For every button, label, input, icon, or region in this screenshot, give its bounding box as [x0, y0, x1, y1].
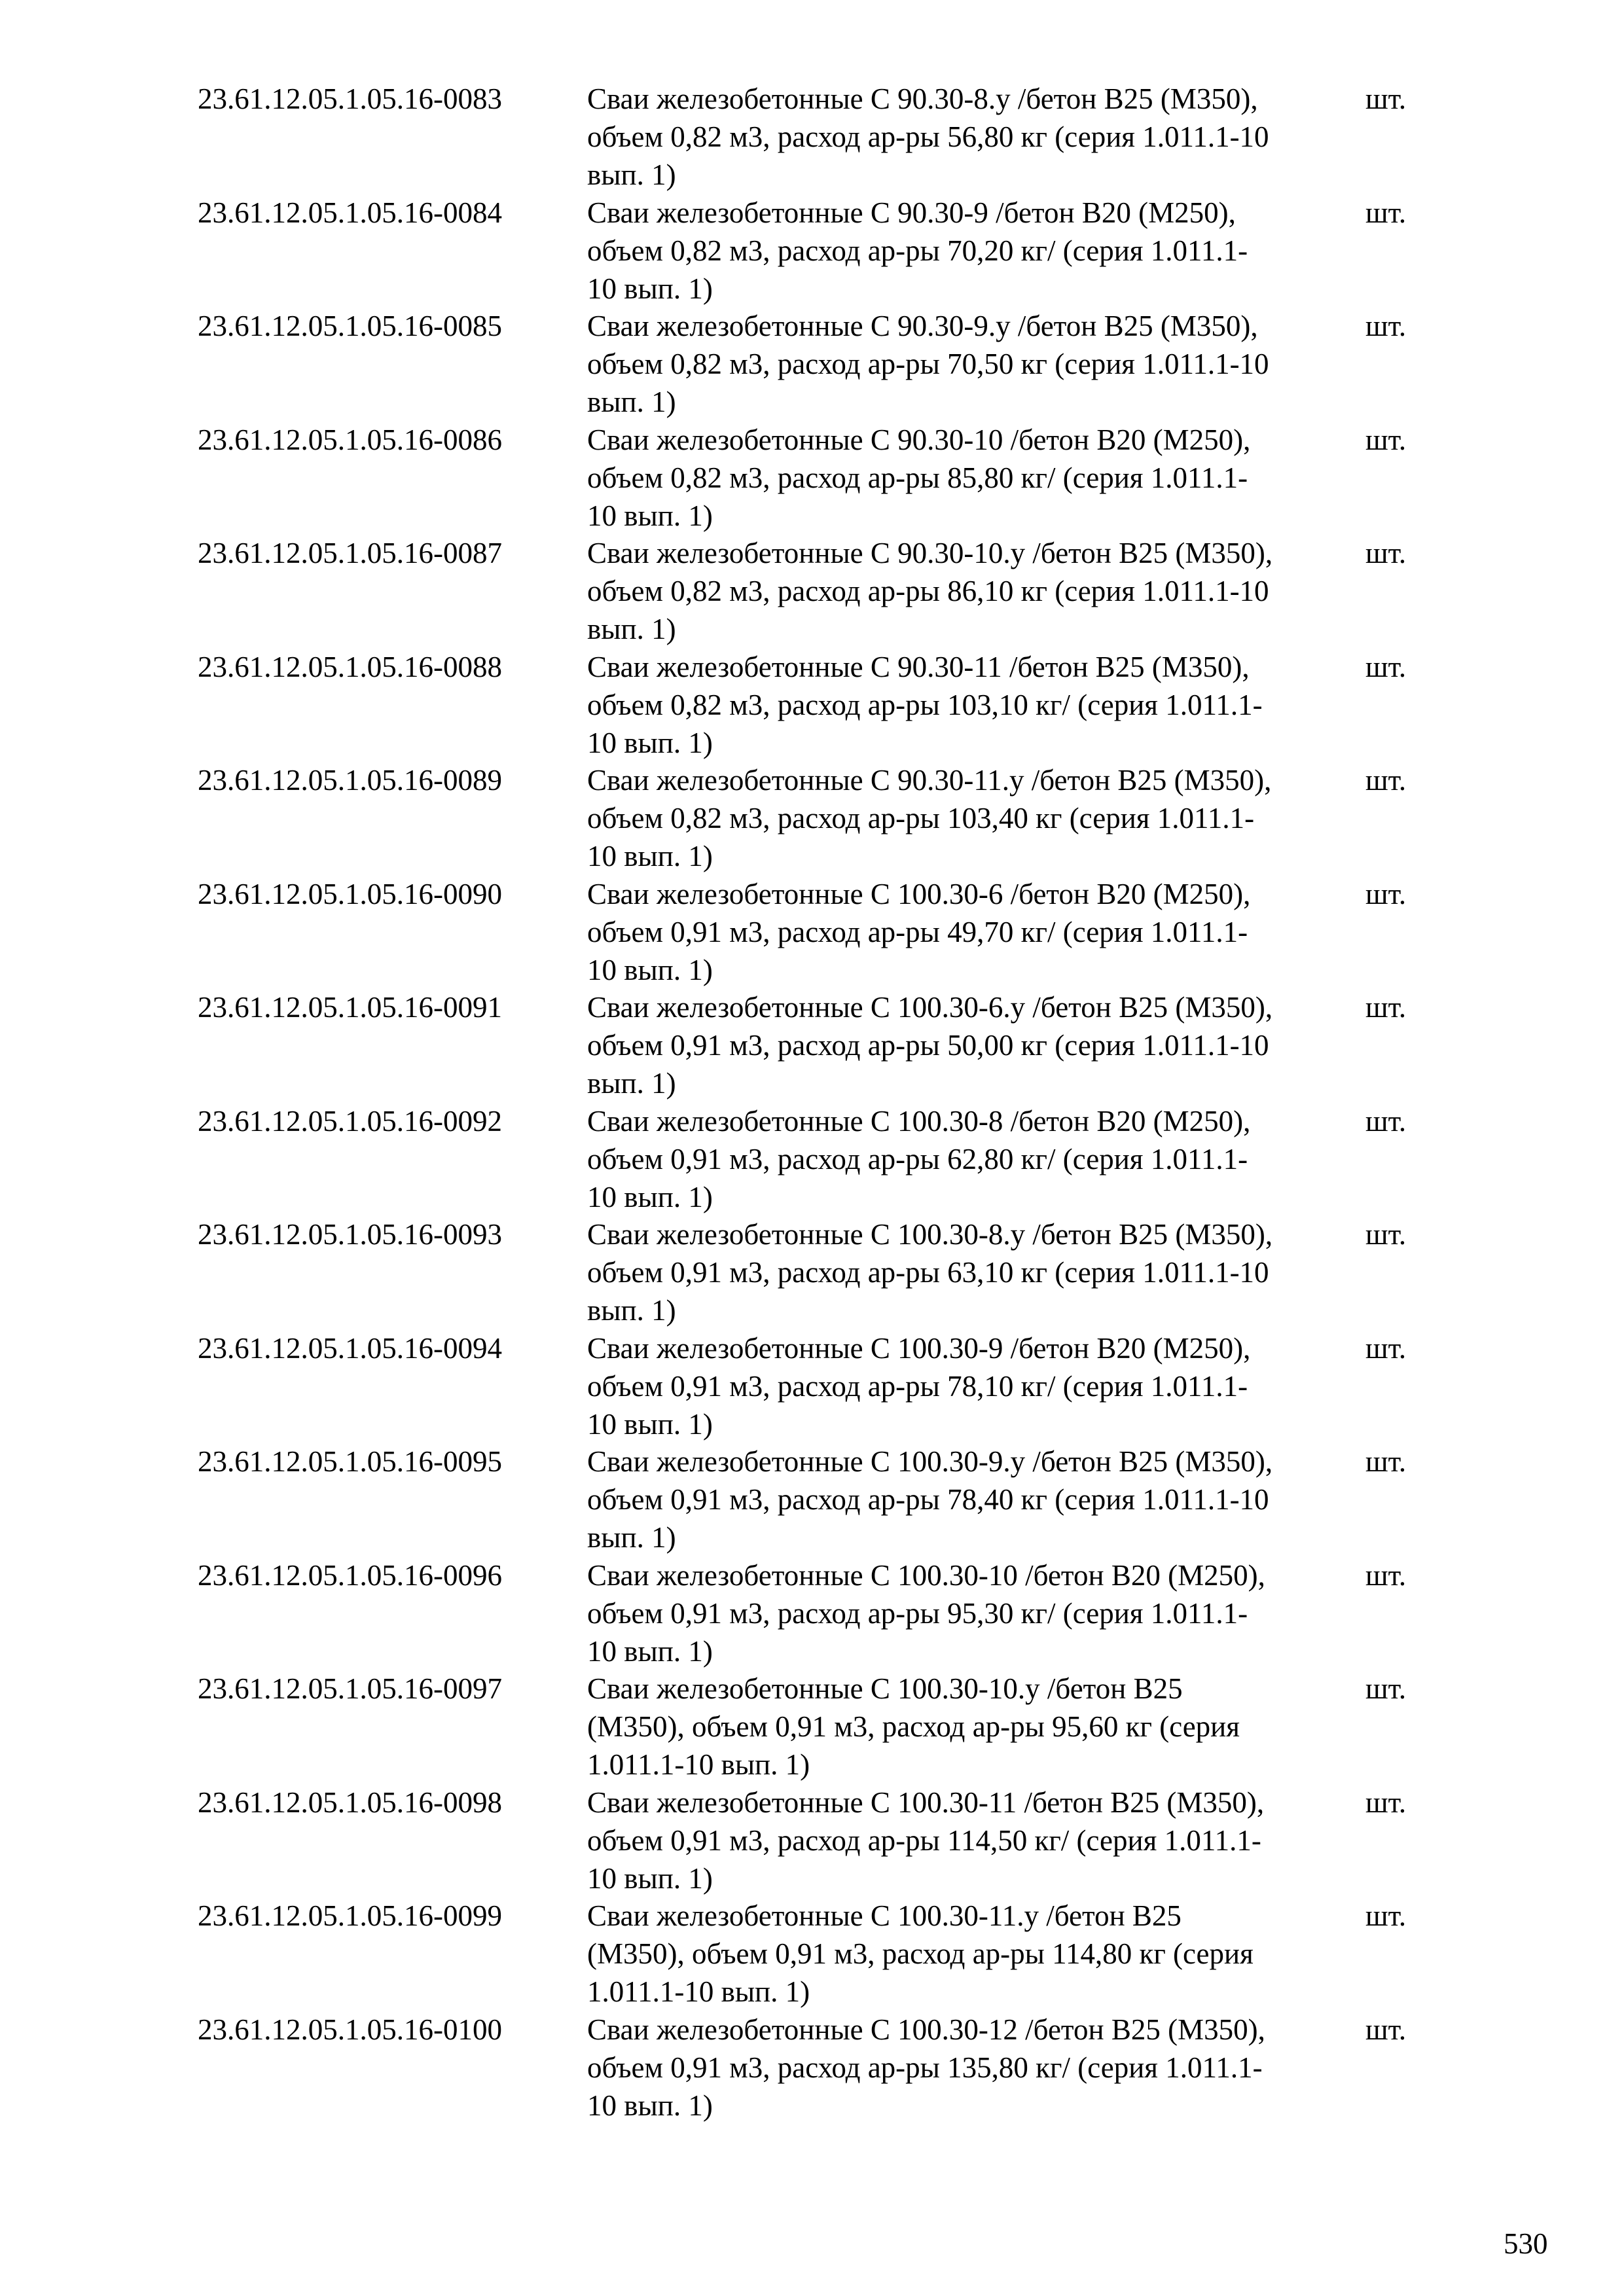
- description-line: объем 0,91 м3, расход ар-ры 135,80 кг/ (серия 1.011.1-: [587, 2051, 1263, 2084]
- description-line: (М350), объем 0,91 м3, расход ар-ры 95,60 кг (серия: [587, 1710, 1240, 1743]
- item-description: [587, 875, 1379, 989]
- description-line: объем 0,91 м3, расход ар-ры 62,80 кг/ (серия 1.011.1-: [587, 1142, 1248, 1175]
- description-line: 1.011.1-10 вып. 1): [587, 1975, 810, 2008]
- item-unit: шт.: [1365, 1785, 1407, 1819]
- description-line: Сваи железобетонные С 90.30-9.у /бетон B25 (М350),: [587, 310, 1258, 342]
- item-code: 23.61.12.05.1.05.16-0098: [198, 1785, 502, 1819]
- item-description: [587, 988, 1379, 1102]
- description-line: объем 0,91 м3, расход ар-ры 63,10 кг (серия 1.011.1-10: [587, 1256, 1269, 1289]
- table-row: [0, 755, 1624, 872]
- table-row: [0, 187, 1624, 305]
- table-row: [0, 1436, 1624, 1554]
- item-description: [587, 307, 1379, 421]
- description-line: (М350), объем 0,91 м3, расход ар-ры 114,80 кг (серия: [587, 1937, 1254, 1970]
- item-description: [587, 534, 1379, 648]
- description-line: 10 вып. 1): [587, 953, 713, 986]
- table-row: [0, 869, 1624, 986]
- table-row: [0, 1323, 1624, 1441]
- description-line: 1.011.1-10 вып. 1): [587, 1748, 810, 1781]
- item-description: [587, 1329, 1379, 1443]
- item-unit: шт.: [1365, 2013, 1407, 2046]
- description-line: объем 0,82 м3, расход ар-ры 70,20 кг/ (серия 1.011.1-: [587, 234, 1248, 267]
- item-code: 23.61.12.05.1.05.16-0085: [198, 310, 502, 342]
- table-row: [0, 1890, 1624, 2008]
- item-description: [587, 421, 1379, 535]
- description-line: объем 0,82 м3, расход ар-ры 85,80 кг/ (серия 1.011.1-: [587, 461, 1248, 494]
- description-line: 10 вып. 1): [587, 272, 713, 305]
- description-line: Сваи железобетонные С 100.30-9.у /бетон B25 (М350),: [587, 1445, 1273, 1478]
- item-code: 23.61.12.05.1.05.16-0094: [198, 1331, 502, 1365]
- description-line: 10 вып. 1): [587, 1861, 713, 1895]
- item-unit: шт.: [1365, 537, 1407, 569]
- item-unit: шт.: [1365, 310, 1407, 342]
- table-row: [0, 528, 1624, 645]
- item-code: 23.61.12.05.1.05.16-0088: [198, 650, 502, 683]
- description-line: Сваи железобетонные С 100.30-8.у /бетон B25 (М350),: [587, 1218, 1273, 1251]
- item-description: [587, 1102, 1379, 1216]
- item-code: 23.61.12.05.1.05.16-0086: [198, 423, 502, 456]
- description-line: Сваи железобетонные С 100.30-10 /бетон B20 (М250),: [587, 1558, 1265, 1592]
- item-unit: шт.: [1365, 196, 1407, 229]
- description-line: вып. 1): [587, 1067, 676, 1100]
- item-description: [587, 1670, 1379, 1784]
- description-line: объем 0,82 м3, расход ар-ры 86,10 кг (серия 1.011.1-10: [587, 575, 1269, 607]
- description-line: Сваи железобетонные С 100.30-8 /бетон B20 (М250),: [587, 1104, 1251, 1138]
- description-line: 10 вып. 1): [587, 1180, 713, 1213]
- item-unit: шт.: [1365, 1331, 1407, 1365]
- item-description: [587, 761, 1379, 875]
- description-line: объем 0,91 м3, расход ар-ры 114,50 кг/ (серия 1.011.1-: [587, 1823, 1261, 1857]
- description-line: объем 0,82 м3, расход ар-ры 70,50 кг (серия 1.011.1-10: [587, 348, 1269, 380]
- description-line: 10 вып. 1): [587, 1407, 713, 1441]
- table-row: [0, 2004, 1624, 2122]
- item-code: 23.61.12.05.1.05.16-0096: [198, 1558, 502, 1592]
- item-unit: шт.: [1365, 1104, 1407, 1138]
- item-code: 23.61.12.05.1.05.16-0089: [198, 764, 502, 797]
- table-row: [0, 641, 1624, 759]
- item-code: 23.61.12.05.1.05.16-0090: [198, 877, 502, 910]
- item-description: [587, 1897, 1379, 2011]
- table-row: [0, 300, 1624, 418]
- item-description: [587, 648, 1379, 762]
- item-unit: шт.: [1365, 1218, 1407, 1251]
- description-line: объем 0,82 м3, расход ар-ры 103,40 кг (серия 1.011.1-: [587, 802, 1255, 834]
- item-code: 23.61.12.05.1.05.16-0097: [198, 1672, 502, 1705]
- table-row: [0, 982, 1624, 1100]
- description-line: 10 вып. 1): [587, 726, 713, 759]
- item-unit: шт.: [1365, 650, 1407, 683]
- item-code: 23.61.12.05.1.05.16-0091: [198, 991, 502, 1024]
- description-line: Сваи железобетонные С 100.30-11.у /бетон B25: [587, 1899, 1182, 1932]
- item-unit: шт.: [1365, 1899, 1407, 1932]
- description-line: Сваи железобетонные С 100.30-6.у /бетон B25 (М350),: [587, 991, 1273, 1024]
- item-unit: шт.: [1365, 1445, 1407, 1478]
- item-unit: шт.: [1365, 991, 1407, 1024]
- item-description: [587, 80, 1379, 194]
- item-code: 23.61.12.05.1.05.16-0083: [198, 82, 502, 115]
- item-description: [587, 2011, 1379, 2125]
- item-code: 23.61.12.05.1.05.16-0093: [198, 1218, 502, 1251]
- item-unit: шт.: [1365, 82, 1407, 115]
- item-unit: шт.: [1365, 423, 1407, 456]
- table-row: [0, 1777, 1624, 1895]
- table-row: [0, 414, 1624, 532]
- item-unit: шт.: [1365, 1558, 1407, 1592]
- description-line: Сваи железобетонные С 90.30-11 /бетон B25 (М350),: [587, 650, 1250, 683]
- item-unit: шт.: [1365, 1672, 1407, 1705]
- description-line: 10 вып. 1): [587, 1634, 713, 1668]
- table-row: [0, 1663, 1624, 1781]
- item-unit: шт.: [1365, 764, 1407, 797]
- page-number: 530: [1504, 2227, 1548, 2260]
- description-line: Сваи железобетонные С 90.30-8.у /бетон B25 (М350),: [587, 82, 1258, 115]
- item-unit: шт.: [1365, 877, 1407, 910]
- description-line: объем 0,91 м3, расход ар-ры 50,00 кг (серия 1.011.1-10: [587, 1029, 1269, 1062]
- item-description: [587, 1443, 1379, 1556]
- description-line: Сваи железобетонные С 90.30-9 /бетон B20 (М250),: [587, 196, 1236, 229]
- description-line: вып. 1): [587, 613, 676, 645]
- description-line: вып. 1): [587, 1294, 676, 1327]
- description-line: Сваи железобетонные С 90.30-10.у /бетон B25 (М350),: [587, 537, 1273, 569]
- price-list-table: [0, 73, 1624, 2122]
- description-line: Сваи железобетонные С 100.30-11 /бетон B25 (М350),: [587, 1785, 1265, 1819]
- item-description: [587, 1215, 1379, 1329]
- item-description: [587, 1784, 1379, 1897]
- description-line: 10 вып. 1): [587, 840, 713, 872]
- description-line: объем 0,91 м3, расход ар-ры 49,70 кг/ (серия 1.011.1-: [587, 915, 1248, 948]
- description-line: Сваи железобетонные С 90.30-10 /бетон B20 (М250),: [587, 423, 1251, 456]
- description-line: объем 0,91 м3, расход ар-ры 78,40 кг (серия 1.011.1-10: [587, 1483, 1269, 1516]
- description-line: объем 0,91 м3, расход ар-ры 78,10 кг/ (серия 1.011.1-: [587, 1369, 1248, 1403]
- description-line: объем 0,91 м3, расход ар-ры 95,30 кг/ (серия 1.011.1-: [587, 1596, 1248, 1630]
- description-line: объем 0,82 м3, расход ар-ры 56,80 кг (серия 1.011.1-10: [587, 120, 1269, 153]
- table-row: [0, 1550, 1624, 1668]
- description-line: вып. 1): [587, 1521, 676, 1554]
- description-line: 10 вып. 1): [587, 2089, 713, 2122]
- description-line: объем 0,82 м3, расход ар-ры 103,10 кг/ (серия 1.011.1-: [587, 688, 1263, 721]
- description-line: вып. 1): [587, 386, 676, 418]
- item-code: 23.61.12.05.1.05.16-0099: [198, 1899, 502, 1932]
- item-code: 23.61.12.05.1.05.16-0092: [198, 1104, 502, 1138]
- description-line: Сваи железобетонные С 100.30-6 /бетон B20 (М250),: [587, 877, 1251, 910]
- item-code: 23.61.12.05.1.05.16-0095: [198, 1445, 502, 1478]
- description-line: Сваи железобетонные С 90.30-11.у /бетон B25 (М350),: [587, 764, 1272, 797]
- item-code: 23.61.12.05.1.05.16-0087: [198, 537, 502, 569]
- description-line: 10 вып. 1): [587, 499, 713, 532]
- item-code: 23.61.12.05.1.05.16-0084: [198, 196, 502, 229]
- table-row: [0, 1209, 1624, 1327]
- item-description: [587, 1556, 1379, 1670]
- description-line: Сваи железобетонные С 100.30-12 /бетон B25 (М350),: [587, 2013, 1265, 2046]
- description-line: Сваи железобетонные С 100.30-10.у /бетон B25: [587, 1672, 1183, 1705]
- description-line: вып. 1): [587, 158, 676, 191]
- item-code: 23.61.12.05.1.05.16-0100: [198, 2013, 502, 2046]
- table-row: [0, 1096, 1624, 1213]
- description-line: Сваи железобетонные С 100.30-9 /бетон B20 (М250),: [587, 1331, 1251, 1365]
- item-description: [587, 194, 1379, 308]
- table-row: [0, 73, 1624, 191]
